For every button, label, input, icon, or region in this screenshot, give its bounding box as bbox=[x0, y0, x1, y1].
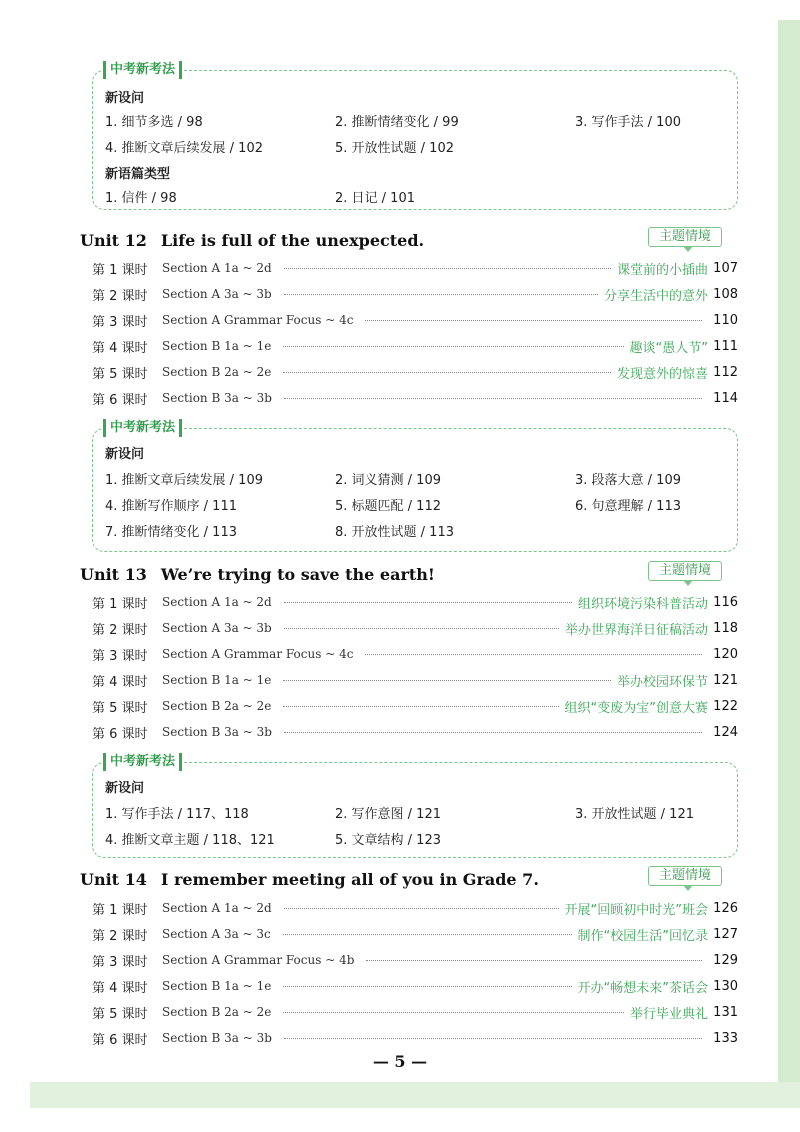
lesson-page: 111 bbox=[713, 338, 738, 354]
lesson-label: 第 4 课时 bbox=[92, 340, 148, 356]
lesson-page: 114 bbox=[713, 390, 738, 406]
exam-box-subhead: 新设问 bbox=[105, 447, 145, 462]
exam-box-2 bbox=[92, 420, 738, 552]
lesson-section: Section B 3a ~ 3b bbox=[162, 725, 272, 739]
lesson-label: 第 2 课时 bbox=[92, 928, 148, 944]
lesson-section: Section A Grammar Focus ~ 4b bbox=[162, 953, 355, 967]
lesson-page: 118 bbox=[713, 620, 738, 636]
lesson-row bbox=[92, 362, 738, 382]
leader-dots bbox=[366, 960, 702, 961]
exam-item: 2. 推断情绪变化 / 99 bbox=[335, 115, 459, 130]
lesson-page: 120 bbox=[713, 646, 738, 662]
lesson-label: 第 6 课时 bbox=[92, 726, 148, 742]
lesson-section: Section A 1a ~ 2d bbox=[162, 261, 272, 275]
leader-dots bbox=[284, 398, 702, 399]
exam-item: 1. 细节多选 / 98 bbox=[105, 115, 203, 130]
lesson-section: Section B 2a ~ 2e bbox=[162, 699, 272, 713]
lesson-topic: 趣谈“愚人节” bbox=[629, 340, 708, 356]
lesson-page: 108 bbox=[713, 286, 738, 302]
unit-13-title bbox=[80, 565, 435, 584]
lesson-row bbox=[92, 336, 738, 356]
lesson-label: 第 2 课时 bbox=[92, 288, 148, 304]
exam-item: 3. 段落大意 / 109 bbox=[575, 473, 681, 488]
lesson-page: 130 bbox=[713, 978, 738, 994]
lesson-label: 第 1 课时 bbox=[92, 902, 148, 918]
lesson-section: Section A 3a ~ 3b bbox=[162, 621, 272, 635]
leader-dots bbox=[283, 934, 572, 935]
leader-dots bbox=[283, 680, 611, 681]
lesson-row bbox=[92, 722, 738, 742]
lesson-row bbox=[92, 644, 738, 664]
lesson-label: 第 5 课时 bbox=[92, 366, 148, 382]
lesson-page: 126 bbox=[713, 900, 738, 916]
lesson-topic: 开办“畅想未来”茶话会 bbox=[577, 980, 708, 996]
lesson-topic: 组织“变废为宝”创意大赛 bbox=[564, 700, 708, 716]
exam-item: 5. 标题匹配 / 112 bbox=[335, 499, 441, 514]
lesson-row bbox=[92, 696, 738, 716]
lesson-label: 第 2 课时 bbox=[92, 622, 148, 638]
decorative-side-band bbox=[778, 20, 800, 1108]
page-number: — 5 — bbox=[372, 1052, 428, 1071]
unit-12-title bbox=[80, 231, 424, 250]
lesson-section: Section A 1a ~ 2d bbox=[162, 595, 272, 609]
lesson-label: 第 5 课时 bbox=[92, 1006, 148, 1022]
lesson-section: Section A 3a ~ 3c bbox=[162, 927, 271, 941]
lesson-row bbox=[92, 976, 738, 996]
lesson-label: 第 3 课时 bbox=[92, 314, 148, 330]
lesson-page: 133 bbox=[713, 1030, 738, 1046]
lesson-label: 第 4 课时 bbox=[92, 674, 148, 690]
lesson-page: 121 bbox=[713, 672, 738, 688]
exam-box-tag: 中考新考法 bbox=[103, 753, 182, 771]
lesson-row bbox=[92, 258, 738, 278]
lesson-row bbox=[92, 618, 738, 638]
lesson-section: Section B 3a ~ 3b bbox=[162, 1031, 272, 1045]
lesson-section: Section B 1a ~ 1e bbox=[162, 339, 272, 353]
exam-item: 1. 信件 / 98 bbox=[105, 191, 177, 206]
lesson-page: 122 bbox=[713, 698, 738, 714]
leader-dots bbox=[284, 732, 702, 733]
lesson-topic: 举办世界海洋日征稿活动 bbox=[564, 622, 708, 638]
lesson-section: Section B 3a ~ 3b bbox=[162, 391, 272, 405]
lesson-label: 第 1 课时 bbox=[92, 596, 148, 612]
lesson-label: 第 4 课时 bbox=[92, 980, 148, 996]
leader-dots bbox=[283, 372, 611, 373]
exam-box-subhead: 新设问 bbox=[105, 781, 145, 796]
decorative-bottom-band bbox=[30, 1082, 800, 1108]
exam-item: 8. 开放性试题 / 113 bbox=[335, 525, 454, 540]
lesson-page: 127 bbox=[713, 926, 738, 942]
lesson-row bbox=[92, 388, 738, 408]
lesson-section: Section A Grammar Focus ~ 4c bbox=[162, 647, 354, 661]
leader-dots bbox=[365, 320, 702, 321]
lesson-row bbox=[92, 898, 738, 918]
exam-item: 4. 推断写作顺序 / 111 bbox=[105, 499, 237, 514]
lesson-row bbox=[92, 670, 738, 690]
leader-dots bbox=[283, 986, 571, 987]
lesson-topic: 发现意外的惊喜 bbox=[616, 366, 708, 382]
lesson-page: 110 bbox=[713, 312, 738, 328]
leader-dots bbox=[284, 908, 559, 909]
lesson-row bbox=[92, 310, 738, 330]
lesson-topic: 开展“回顾初中时光”班会 bbox=[564, 902, 708, 918]
lesson-topic: 分享生活中的意外 bbox=[603, 288, 708, 304]
exam-item: 3. 开放性试题 / 121 bbox=[575, 807, 694, 822]
lesson-topic: 举办校园环保节 bbox=[616, 674, 708, 690]
lesson-row bbox=[92, 1002, 738, 1022]
lesson-row bbox=[92, 950, 738, 970]
exam-box-3 bbox=[92, 754, 738, 858]
lesson-row bbox=[92, 592, 738, 612]
lesson-section: Section A 1a ~ 2d bbox=[162, 901, 272, 915]
unit-14-title bbox=[80, 870, 539, 889]
lesson-page: 124 bbox=[713, 724, 738, 740]
unit-name: I remember meeting all of you in Grade 7. bbox=[160, 870, 539, 889]
theme-badge: 主题情境 bbox=[648, 866, 722, 886]
exam-box-tag: 中考新考法 bbox=[103, 61, 182, 79]
lesson-section: Section B 1a ~ 1e bbox=[162, 673, 272, 687]
leader-dots bbox=[284, 294, 598, 295]
unit-name: Life is full of the unexpected. bbox=[160, 231, 425, 250]
exam-item: 1. 写作手法 / 117、118 bbox=[105, 807, 249, 822]
lesson-row bbox=[92, 284, 738, 304]
leader-dots bbox=[284, 628, 559, 629]
theme-badge: 主题情境 bbox=[648, 227, 722, 247]
lesson-page: 107 bbox=[713, 260, 738, 276]
exam-item: 2. 词义猜测 / 109 bbox=[335, 473, 441, 488]
lesson-section: Section B 2a ~ 2e bbox=[162, 365, 272, 379]
theme-badge: 主题情境 bbox=[648, 561, 722, 581]
exam-item: 2. 日记 / 101 bbox=[335, 191, 415, 206]
leader-dots bbox=[284, 1038, 702, 1039]
lesson-label: 第 3 课时 bbox=[92, 648, 148, 664]
lesson-page: 112 bbox=[713, 364, 738, 380]
lesson-section: Section A Grammar Focus ~ 4c bbox=[162, 313, 354, 327]
exam-box-subhead: 新设问 bbox=[105, 91, 145, 106]
lesson-topic: 举行毕业典礼 bbox=[629, 1006, 708, 1022]
lesson-topic: 组织环境污染科普活动 bbox=[577, 596, 708, 612]
exam-item: 1. 推断文章后续发展 / 109 bbox=[105, 473, 263, 488]
lesson-topic: 制作“校园生活”回忆录 bbox=[577, 928, 708, 944]
leader-dots bbox=[283, 706, 558, 707]
lesson-topic: 课堂前的小插曲 bbox=[616, 262, 708, 278]
lesson-row bbox=[92, 924, 738, 944]
exam-box-subhead: 新语篇类型 bbox=[105, 167, 171, 182]
exam-item: 4. 推断文章主题 / 118、121 bbox=[105, 833, 275, 848]
lesson-section: Section A 3a ~ 3b bbox=[162, 287, 272, 301]
unit-label: Unit 12 bbox=[80, 231, 147, 250]
exam-item: 5. 文章结构 / 123 bbox=[335, 833, 441, 848]
lesson-label: 第 3 课时 bbox=[92, 954, 148, 970]
exam-item: 7. 推断情绪变化 / 113 bbox=[105, 525, 237, 540]
lesson-section: Section B 2a ~ 2e bbox=[162, 1005, 272, 1019]
lesson-page: 131 bbox=[713, 1004, 738, 1020]
exam-item: 3. 写作手法 / 100 bbox=[575, 115, 681, 130]
lesson-section: Section B 1a ~ 1e bbox=[162, 979, 272, 993]
leader-dots bbox=[365, 654, 702, 655]
lesson-label: 第 5 课时 bbox=[92, 700, 148, 716]
exam-item: 5. 开放性试题 / 102 bbox=[335, 141, 454, 156]
lesson-row bbox=[92, 1028, 738, 1048]
leader-dots bbox=[284, 602, 572, 603]
lesson-label: 第 1 课时 bbox=[92, 262, 148, 278]
exam-box-1 bbox=[92, 62, 738, 210]
unit-label: Unit 13 bbox=[80, 565, 147, 584]
exam-box-tag: 中考新考法 bbox=[103, 419, 182, 437]
unit-name: We’re trying to save the earth! bbox=[160, 565, 435, 584]
leader-dots bbox=[283, 346, 623, 347]
exam-item: 6. 句意理解 / 113 bbox=[575, 499, 681, 514]
exam-item: 4. 推断文章后续发展 / 102 bbox=[105, 141, 263, 156]
lesson-page: 116 bbox=[713, 594, 738, 610]
leader-dots bbox=[283, 1012, 624, 1013]
unit-label: Unit 14 bbox=[80, 870, 147, 889]
lesson-page: 129 bbox=[713, 952, 738, 968]
lesson-label: 第 6 课时 bbox=[92, 392, 148, 408]
leader-dots bbox=[284, 268, 611, 269]
exam-item: 2. 写作意图 / 121 bbox=[335, 807, 441, 822]
lesson-label: 第 6 课时 bbox=[92, 1032, 148, 1048]
